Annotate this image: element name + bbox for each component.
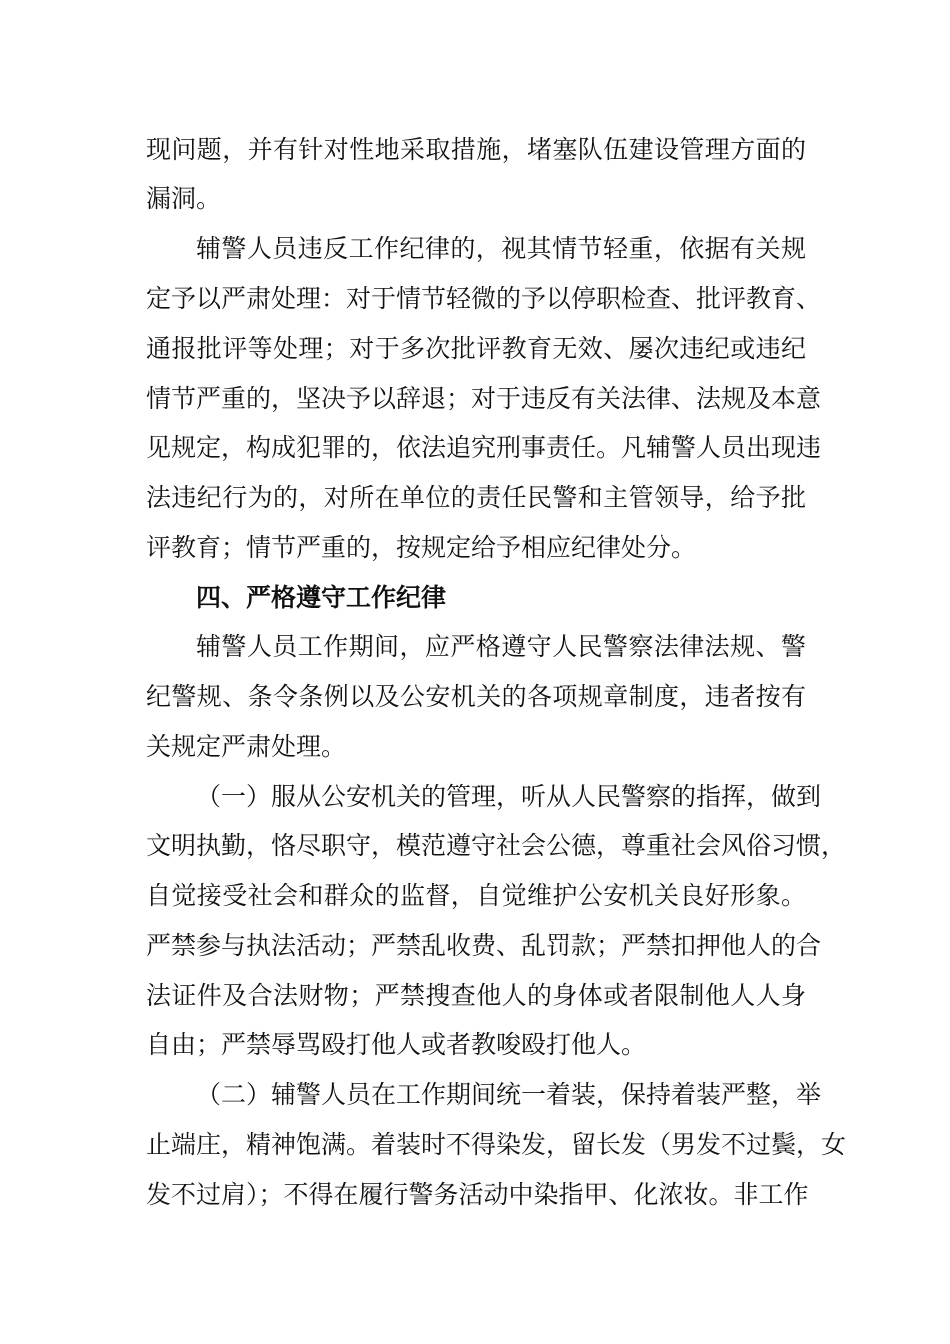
section-heading: 四、严格遵守工作纪律	[196, 583, 447, 612]
text-line: 自由；严禁辱骂殴打他人或者教唆殴打他人。	[146, 1030, 647, 1059]
paragraph-first-line: （一）服从公安机关的管理，听从人民警察的指挥，做到	[196, 782, 822, 811]
paragraph-first-line: （二）辅警人员在工作期间统一着装，保持着装严整，举	[196, 1080, 822, 1109]
text-line: 文明执勤，恪尽职守，模范遵守社会公德，尊重社会风俗习惯，	[146, 831, 847, 860]
text-line: 严禁参与执法活动；严禁乱收费、乱罚款；严禁扣押他人的合	[146, 931, 822, 960]
text-line: 现问题，并有针对性地采取措施，堵塞队伍建设管理方面的	[146, 135, 806, 164]
text-line: 定予以严肃处理：对于情节轻微的予以停职检查、批评教育、	[146, 284, 822, 313]
text-line: 关规定严肃处理。	[146, 732, 347, 761]
text-line: 自觉接受社会和群众的监督，自觉维护公安机关良好形象。	[146, 881, 806, 910]
text-line: 法违纪行为的，对所在单位的责任民警和主管领导，给予批	[146, 483, 806, 512]
text-line: 法证件及合法财物；严禁搜查他人的身体或者限制他人人身	[146, 981, 806, 1010]
text-line: 止端庄，精神饱满。着装时不得染发，留长发（男发不过鬓，女	[146, 1130, 847, 1159]
text-line: 漏洞。	[146, 184, 222, 213]
text-line: 纪警规、条令条例以及公安机关的各项规章制度，违者按有	[146, 682, 806, 711]
text-line: 评教育；情节严重的，按规定给予相应纪律处分。	[146, 533, 697, 562]
text-line: 通报批评等处理；对于多次批评教育无效、屡次违纪或违纪	[146, 334, 806, 363]
paragraph-first-line: 辅警人员违反工作纪律的，视其情节轻重，依据有关规	[196, 234, 806, 263]
text-line: 发不过肩）；不得在履行警务活动中染指甲、化浓妆。非工作	[146, 1180, 809, 1209]
text-line: 情节严重的，坚决予以辞退；对于违反有关法律、法规及本意	[146, 384, 822, 413]
paragraph-first-line: 辅警人员工作期间，应严格遵守人民警察法律法规、警	[196, 632, 806, 661]
text-line: 见规定，构成犯罪的，依法追究刑事责任。凡辅警人员出现违	[146, 433, 822, 462]
